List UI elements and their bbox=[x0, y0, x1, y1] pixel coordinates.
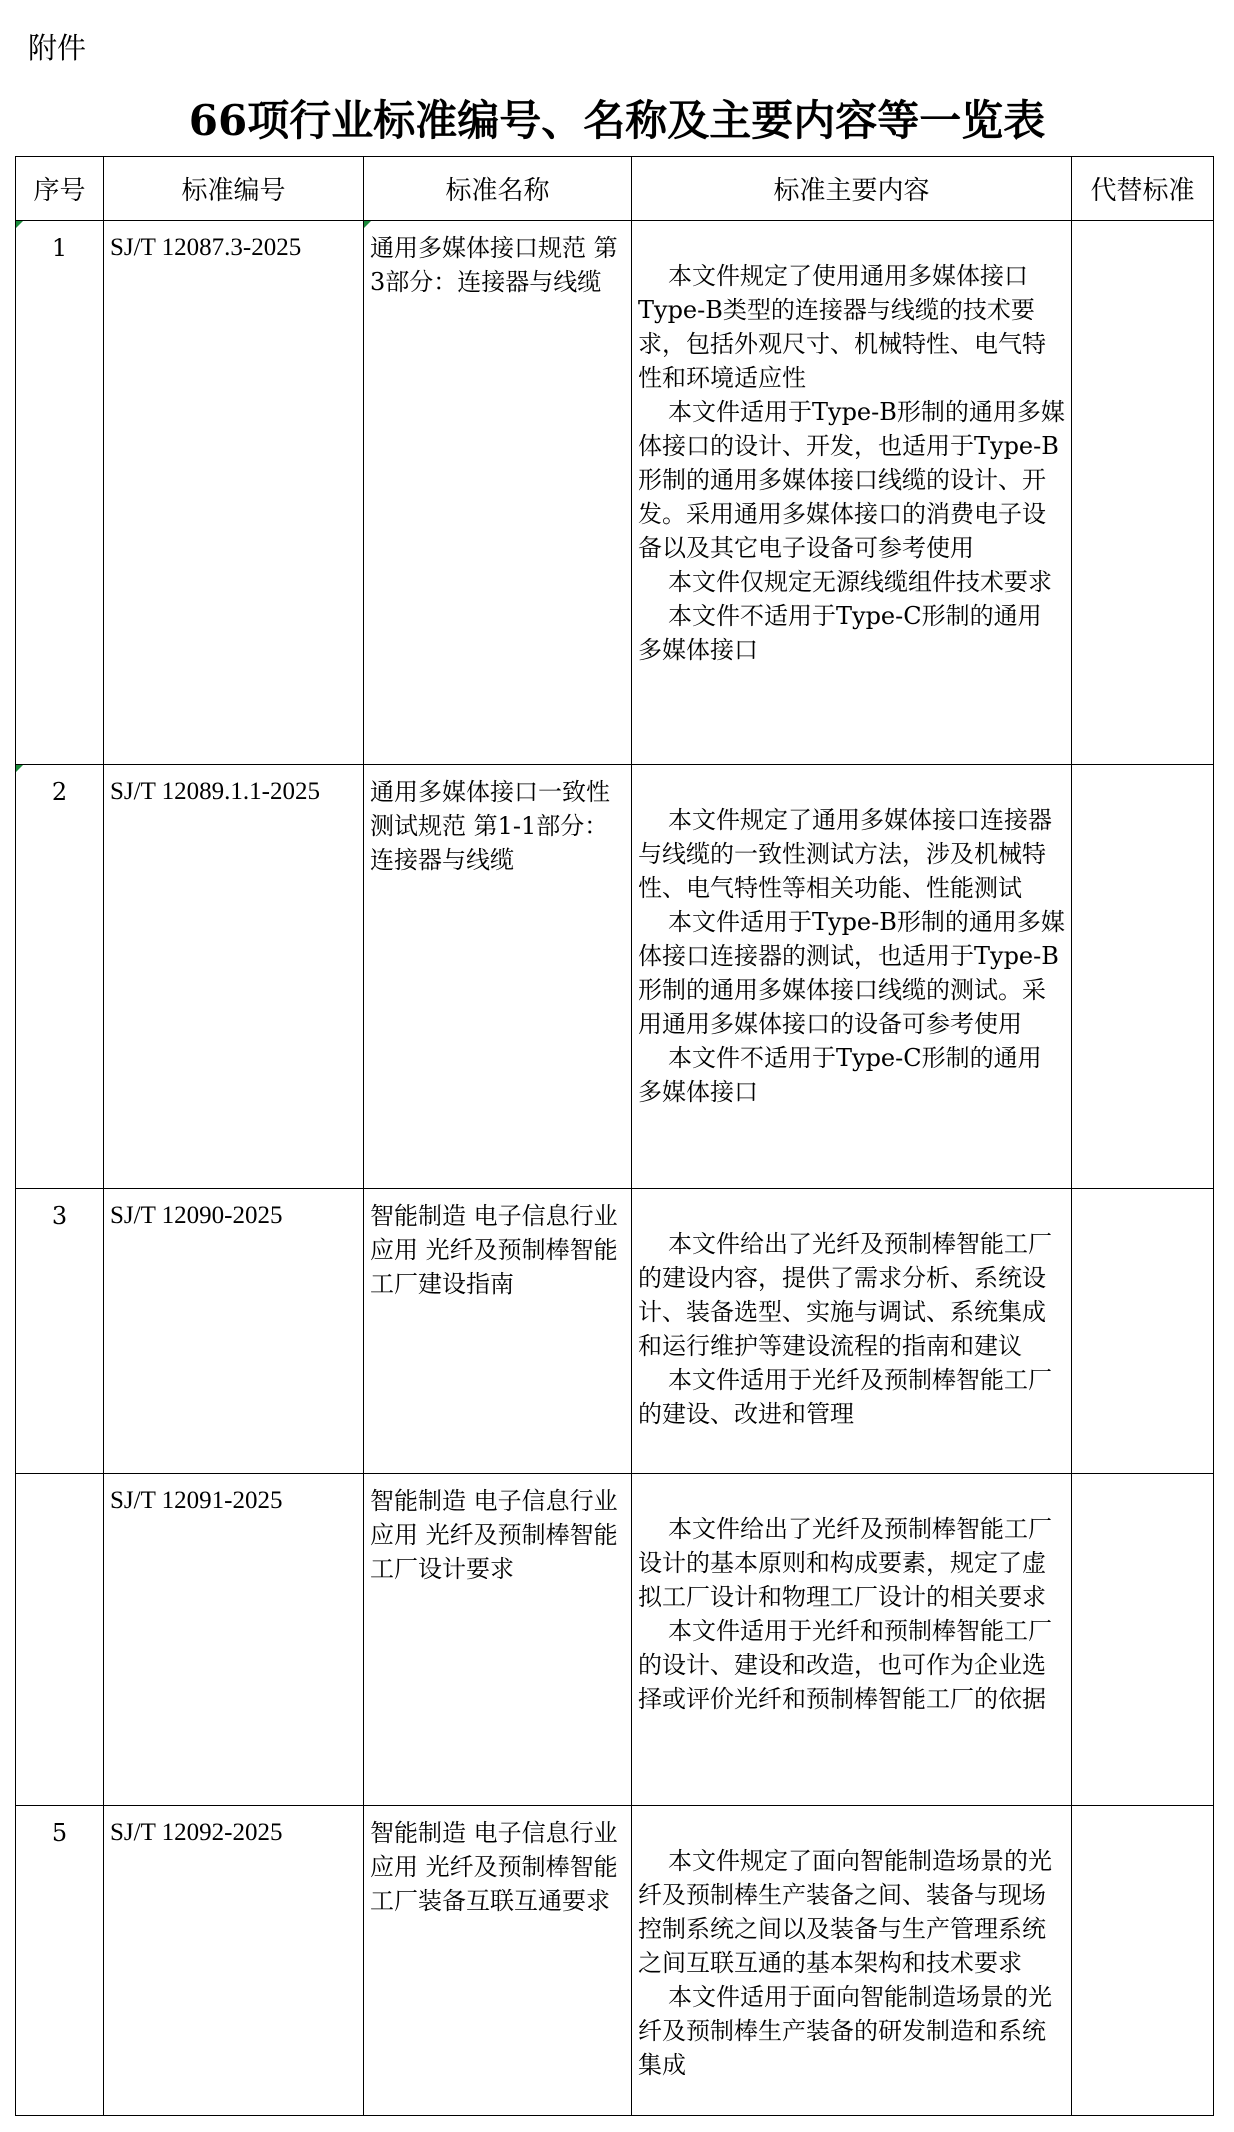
page-title: 66项行业标准编号、名称及主要内容等一览表 bbox=[188, 96, 1046, 145]
row-seq bbox=[16, 765, 104, 1189]
header-seq: 序号 bbox=[16, 157, 104, 221]
row-content bbox=[632, 1806, 1072, 2116]
row-seq-text: 2 bbox=[51, 778, 68, 806]
header-name: 标准名称 bbox=[364, 157, 632, 221]
header-content: 标准主要内容 bbox=[632, 157, 1072, 221]
row-code: SJ/T 12090-2025 bbox=[104, 1189, 364, 1474]
content-paragraph: 本文件规定了通用多媒体接口连接器与线缆的一致性测试方法，涉及机械特性、电气特性等相关功能、性能测试 bbox=[638, 806, 1052, 902]
table-header-row bbox=[16, 157, 1214, 221]
content-paragraph: 本文件给出了光纤及预制棒智能工厂的建设内容，提供了需求分析、系统设计、装备选型、实施与调试、系统集成和运行维护等建设流程的指南和建议 bbox=[638, 1230, 1052, 1360]
cell-marker-icon bbox=[364, 221, 371, 228]
row-seq bbox=[16, 221, 104, 765]
table-row bbox=[16, 1189, 1214, 1474]
header-replace: 代替标准 bbox=[1072, 157, 1214, 221]
row-code: SJ/T 12092-2025 bbox=[104, 1806, 364, 2116]
header-code: 标准编号 bbox=[104, 157, 364, 221]
row-replace bbox=[1072, 221, 1214, 765]
row-name: 通用多媒体接口一致性测试规范 第1-1部分：连接器与线缆 bbox=[364, 765, 632, 1189]
row-seq: 5 bbox=[16, 1806, 104, 2116]
row-content bbox=[632, 1189, 1072, 1474]
content-paragraph: 本文件规定了面向智能制造场景的光纤及预制棒生产装备之间、装备与现场控制系统之间以及装备与生产管理系统之间互联互通的基本架构和技术要求 bbox=[638, 1847, 1052, 1977]
row-code: SJ/T 12087.3-2025 bbox=[104, 221, 364, 765]
attachment-label: 附件 bbox=[28, 31, 87, 65]
table-row bbox=[16, 765, 1214, 1189]
row-content bbox=[632, 1474, 1072, 1806]
content-paragraph: 本文件适用于Type-B形制的通用多媒体接口的设计、开发，也适用于Type-B形制的通用多媒体接口线缆的设计、开发。采用通用多媒体接口的消费电子设备以及其它电子设备可参考使用 bbox=[638, 398, 1065, 562]
row-replace bbox=[1072, 1806, 1214, 2116]
row-seq: 3 bbox=[16, 1189, 104, 1474]
cell-marker-icon bbox=[16, 765, 23, 772]
standards-table bbox=[15, 156, 1214, 2116]
content-paragraph: 本文件适用于Type-B形制的通用多媒体接口连接器的测试，也适用于Type-B形制的通用多媒体接口线缆的测试。采用通用多媒体接口的设备可参考使用 bbox=[638, 908, 1065, 1038]
content-paragraph: 本文件规定了使用通用多媒体接口Type-B类型的连接器与线缆的技术要求，包括外观尺寸、机械特性、电气特性和环境适应性 bbox=[638, 262, 1046, 392]
content-paragraph: 本文件仅规定无源线缆组件技术要求 bbox=[668, 568, 1052, 596]
row-content bbox=[632, 221, 1072, 765]
row-replace bbox=[1072, 1189, 1214, 1474]
row-name: 智能制造 电子信息行业应用 光纤及预制棒智能工厂装备互联互通要求 bbox=[364, 1806, 632, 2116]
content-paragraph: 本文件适用于面向智能制造场景的光纤及预制棒生产装备的研发制造和系统集成 bbox=[638, 1983, 1052, 2079]
content-paragraph: 本文件给出了光纤及预制棒智能工厂设计的基本原则和构成要素，规定了虚拟工厂设计和物理工厂设计的相关要求 bbox=[638, 1515, 1052, 1611]
content-paragraph: 本文件不适用于Type-C形制的通用多媒体接口 bbox=[638, 1044, 1042, 1106]
row-content bbox=[632, 765, 1072, 1189]
row-seq bbox=[16, 1474, 104, 1806]
cell-marker-icon bbox=[16, 221, 23, 228]
content-paragraph: 本文件适用于光纤及预制棒智能工厂的建设、改进和管理 bbox=[638, 1366, 1052, 1428]
row-name bbox=[364, 221, 632, 765]
row-name-text: 通用多媒体接口规范 第3部分：连接器与线缆 bbox=[370, 234, 618, 296]
table-row bbox=[16, 221, 1214, 765]
row-name: 智能制造 电子信息行业应用 光纤及预制棒智能工厂设计要求 bbox=[364, 1474, 632, 1806]
row-code: SJ/T 12089.1.1-2025 bbox=[104, 765, 364, 1189]
row-replace bbox=[1072, 765, 1214, 1189]
row-seq-text: 1 bbox=[51, 234, 68, 262]
table-row bbox=[16, 1474, 1214, 1806]
row-code: SJ/T 12091-2025 bbox=[104, 1474, 364, 1806]
row-replace bbox=[1072, 1474, 1214, 1806]
table-row bbox=[16, 1806, 1214, 2116]
content-paragraph: 本文件不适用于Type-C形制的通用多媒体接口 bbox=[638, 602, 1042, 664]
content-paragraph: 本文件适用于光纤和预制棒智能工厂的设计、建设和改造，也可作为企业选择或评价光纤和预制棒智能工厂的依据 bbox=[638, 1617, 1052, 1713]
row-name: 智能制造 电子信息行业应用 光纤及预制棒智能工厂建设指南 bbox=[364, 1189, 632, 1474]
